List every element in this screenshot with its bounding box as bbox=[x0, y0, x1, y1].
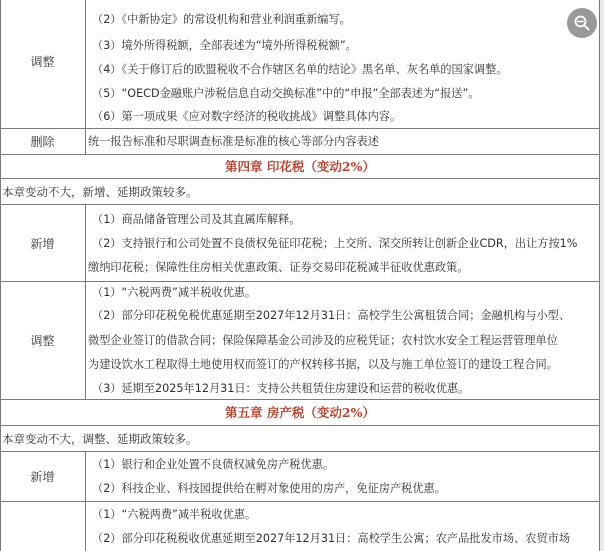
row-content bbox=[86, 0, 600, 128]
row-content bbox=[86, 452, 600, 501]
text-line: 微型企业签订的借款合同；保险保障基金公司涉及的应税凭证；农村饮水安全工程运营管理单位 bbox=[88, 334, 558, 347]
row-content bbox=[86, 502, 600, 551]
table-row-adjust-partial bbox=[0, 502, 600, 551]
text-line: （2）科技企业、科技园提供给在孵对象使用的房产，免征房产税优惠。 bbox=[92, 482, 446, 495]
text-line: （2）《中新协定》的常设机构和营业利润重新编写。 bbox=[92, 13, 351, 26]
table-row-delete bbox=[0, 129, 600, 155]
row-label-add: 新增 bbox=[0, 452, 86, 501]
chapter-summary: 本章变动不大，新增、延期政策较多。 bbox=[0, 179, 600, 205]
row-label-empty bbox=[0, 502, 86, 551]
text-line: 统一报告标准和尽职调查标准是标准的核心等部分内容表述 bbox=[88, 135, 379, 148]
row-content bbox=[86, 129, 600, 154]
text-line: （2）支持银行和公司处置不良债权免征印花税；上交所、深交所转让创新企业CDR，出让方按1% bbox=[92, 237, 578, 250]
text-line: （6）第一项成果《应对数字经济的税收挑战》调整具体内容。 bbox=[92, 110, 402, 123]
text-line: （2）部分印花税税收优惠延期至2027年12月31日：高校学生公寓；农产品批发市场、农贸市场 bbox=[92, 532, 571, 545]
zoom-out-glyph bbox=[573, 14, 591, 32]
scrollbar-gutter[interactable] bbox=[600, 0, 604, 551]
chapter-title: 第四章 印花税（变动2%） bbox=[0, 155, 600, 179]
table-left-border bbox=[0, 0, 1, 551]
row-content bbox=[86, 282, 600, 399]
text-line: （3）延期至2025年12月31日：支持公共租赁住房建设和运营的税收优惠。 bbox=[92, 382, 470, 395]
table-row-adjust bbox=[0, 282, 600, 400]
text-line: （1）“六税两费”减半税收优惠。 bbox=[92, 508, 257, 521]
table-row-add bbox=[0, 452, 600, 502]
chapter-title: 第五章 房产税（变动2%） bbox=[0, 400, 600, 426]
row-label-adjust: 调整 bbox=[0, 0, 86, 128]
row-label-adjust: 调整 bbox=[0, 282, 86, 399]
text-line: （1）银行和企业处置不良债权减免房产税优惠。 bbox=[92, 458, 335, 471]
text-line: （1）“六税两费”减半税收优惠。 bbox=[92, 286, 257, 299]
text-line: 缴纳印花税；保障性住房相关优惠政策、证券交易印花税减半征收优惠政策。 bbox=[88, 261, 469, 274]
text-line: （4）《关于修订后的欧盟税收不合作辖区名单的结论》黑名单、灰名单的国家调整。 bbox=[92, 63, 508, 76]
text-line: （1）商品储备管理公司及其直属库解释。 bbox=[92, 213, 301, 226]
zoom-out-icon[interactable] bbox=[567, 8, 597, 38]
text-line: （5）“OECD金融账户涉税信息自动交换标准”中的“申报”全部表述为“报送”。 bbox=[92, 87, 480, 100]
chapter-summary: 本章变动不大，调整、延期政策较多。 bbox=[0, 426, 600, 452]
row-label-add: 新增 bbox=[0, 205, 86, 281]
text-line: 为建设饮水工程取得土地使用权而签订的产权转移书据，以及与施工单位签订的建设工程合同。 bbox=[88, 358, 558, 371]
row-label-delete: 删除 bbox=[0, 129, 86, 154]
text-line: （3）境外所得税额，全部表述为“境外所得税税额”。 bbox=[92, 39, 357, 52]
row-content bbox=[86, 205, 600, 281]
table-row-add bbox=[0, 205, 600, 282]
table-row-adjust-top bbox=[0, 0, 600, 129]
text-line: （2）部分印花税免税优惠延期至2027年12月31日：高校学生公寓租赁合同；金融机构与小型、 bbox=[92, 309, 571, 322]
